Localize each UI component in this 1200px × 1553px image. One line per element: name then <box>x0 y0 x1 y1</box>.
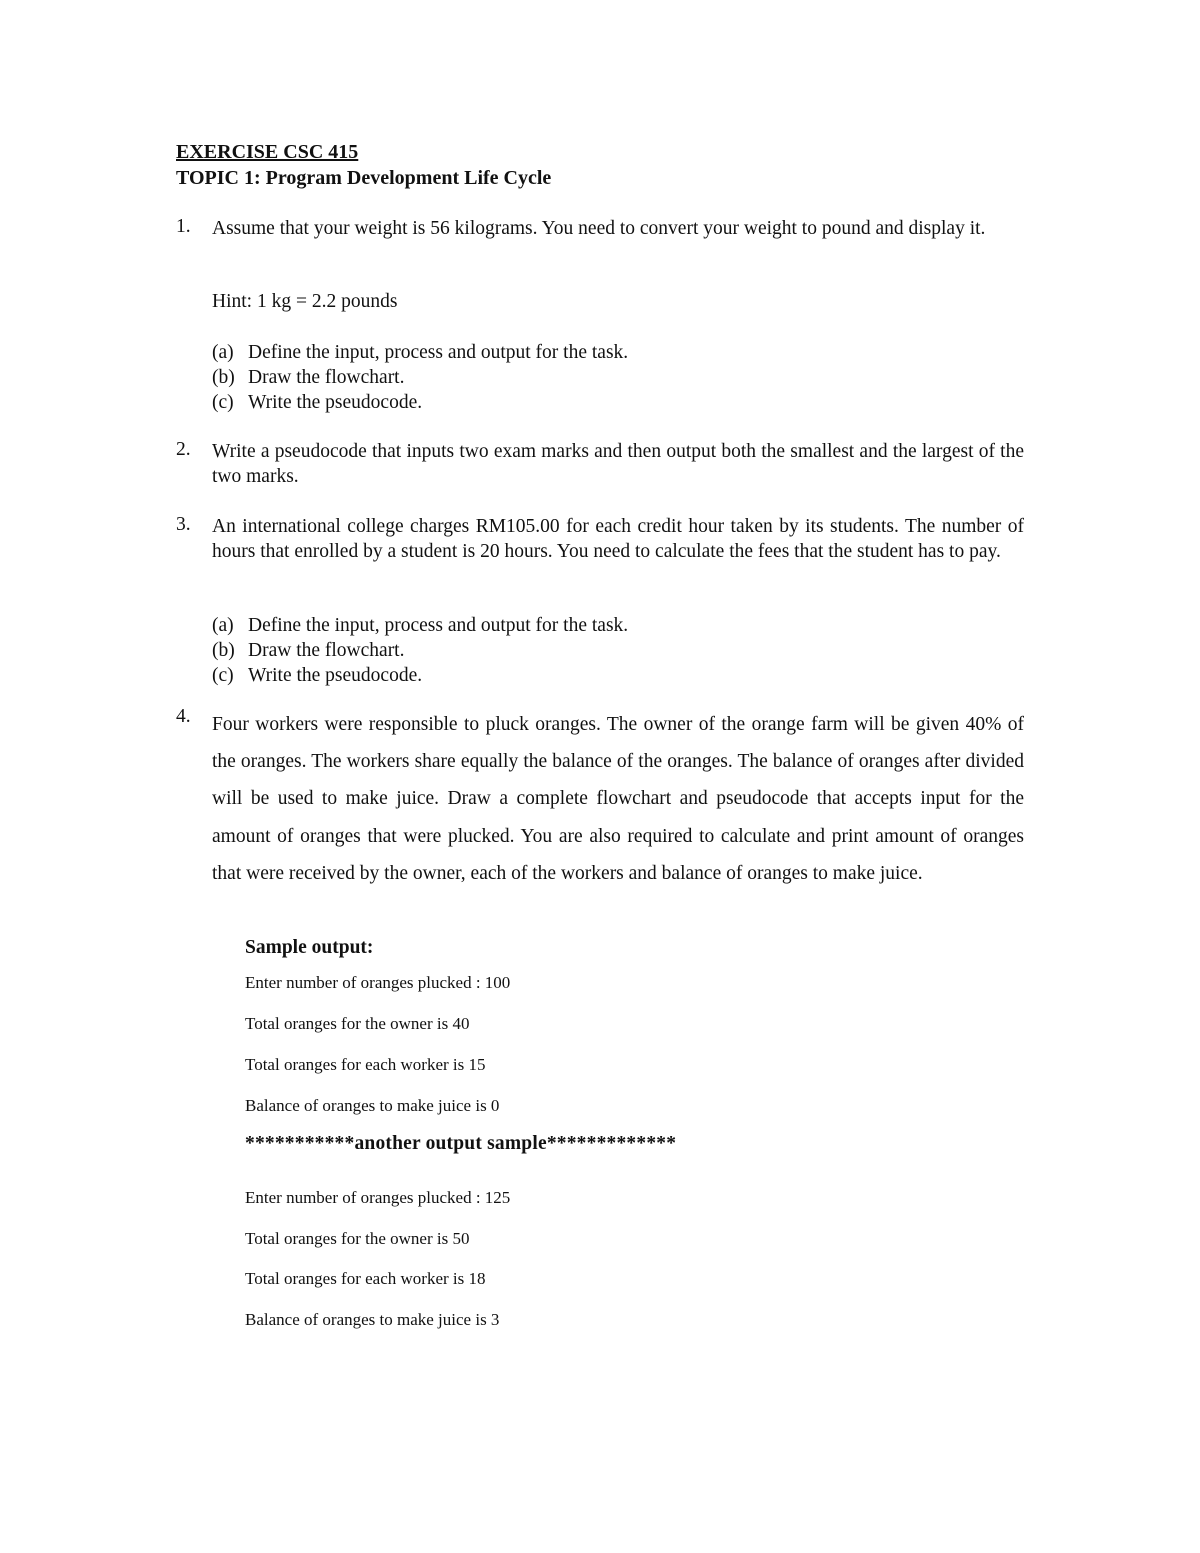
output-line: Total oranges for the owner is 40 <box>245 1014 470 1033</box>
question-number: 3. <box>176 514 191 535</box>
sub-item-text: Draw the flowchart. <box>248 640 405 661</box>
sample-output-heading: Sample output: <box>245 937 374 958</box>
question-number: 2. <box>176 439 191 460</box>
question-1 <box>176 216 1024 241</box>
question-3-parts <box>212 613 628 688</box>
question-text: Four workers were responsible to pluck oranges. The owner of the orange farm will be given 40% of the oranges. The workers share equally the balance of the oranges. The balance of oranges after divided will be used to make juice. Draw a complete flowchart and pseudocode that accepts input for the amount of oranges that were plucked. You are also required to calculate and print amount of oranges that were received by the owner, each of the workers and balance of oranges to make juice. <box>212 714 1024 884</box>
question-4 <box>176 706 1024 892</box>
document-title: EXERCISE CSC 415 <box>176 141 359 163</box>
sub-item <box>212 613 628 638</box>
topic-heading: TOPIC 1: Program Development Life Cycle <box>176 167 552 189</box>
sub-item-text: Draw the flowchart. <box>248 367 405 388</box>
sub-item-text: Write the pseudocode. <box>248 392 423 413</box>
sub-item-label: (c) <box>212 392 234 413</box>
sub-item-label: (a) <box>212 342 234 363</box>
question-number: 4. <box>176 706 191 727</box>
question-3 <box>176 514 1024 564</box>
sub-item-text: Define the input, process and output for the task. <box>248 615 629 636</box>
sub-item <box>212 638 628 663</box>
output-line: Total oranges for the owner is 50 <box>245 1229 470 1248</box>
output-line: Total oranges for each worker is 18 <box>245 1269 486 1288</box>
question-1-parts <box>212 340 628 415</box>
sub-item <box>212 390 628 415</box>
question-2 <box>176 439 1024 489</box>
sub-item <box>212 365 628 390</box>
question-text: An international college charges RM105.00 for each credit hour taken by its students. The number of hours that enrolled by a student is 20 hours. You need to calculate the fees that the student has to pay. <box>212 516 1024 562</box>
another-output-separator: ***********another output sample************* <box>245 1133 677 1154</box>
output-line: Enter number of oranges plucked : 100 <box>245 973 511 992</box>
sub-item-label: (a) <box>212 615 234 636</box>
question-1-hint: Hint: 1 kg = 2.2 pounds <box>212 291 398 312</box>
output-line: Balance of oranges to make juice is 3 <box>245 1310 500 1329</box>
sub-item <box>212 663 628 688</box>
question-number: 1. <box>176 216 191 237</box>
sub-item-label: (c) <box>212 665 234 686</box>
sub-item-label: (b) <box>212 640 235 661</box>
output-line: Total oranges for each worker is 15 <box>245 1055 486 1074</box>
output-line: Enter number of oranges plucked : 125 <box>245 1188 511 1207</box>
sub-item-text: Define the input, process and output for the task. <box>248 342 629 363</box>
sub-item-label: (b) <box>212 367 235 388</box>
output-line: Balance of oranges to make juice is 0 <box>245 1096 500 1115</box>
sub-item-text: Write the pseudocode. <box>248 665 423 686</box>
question-text: Assume that your weight is 56 kilograms. You need to convert your weight to pound and display it. <box>212 218 986 239</box>
question-text: Write a pseudocode that inputs two exam marks and then output both the smallest and the largest of the two marks. <box>212 441 1024 487</box>
sub-item <box>212 340 628 365</box>
